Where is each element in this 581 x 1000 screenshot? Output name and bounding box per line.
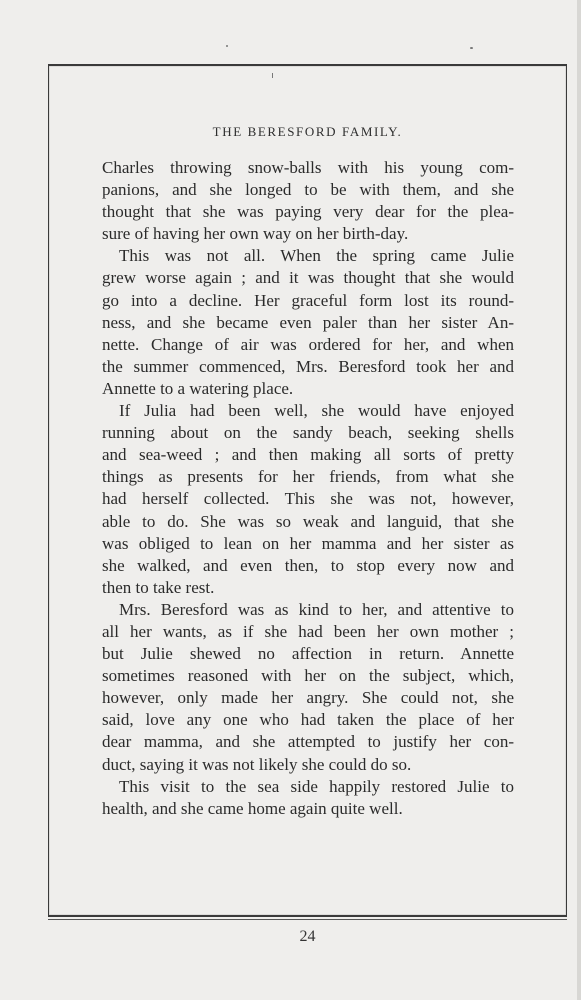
text-line: health, and she came home again quite well. bbox=[102, 798, 403, 818]
text-line: however, only made her angry. She could not, she bbox=[102, 688, 514, 708]
text-line: all her wants, as if she had been her own mother ; bbox=[102, 621, 514, 641]
text-line: had herself collected. This she was not, however, bbox=[102, 489, 514, 509]
text-line: duct, saying it was not likely she could do so. bbox=[102, 754, 412, 774]
text-line: sure of having her own way on her birth-day. bbox=[102, 224, 409, 244]
text-line: Annette to a watering place. bbox=[102, 378, 294, 398]
text-line: sometimes reasoned with her on the subject, which, bbox=[102, 666, 514, 686]
text-line: said, love any one who had taken the place of her bbox=[102, 710, 514, 730]
text-line: and sea-weed ; and then making all sorts of pretty bbox=[102, 445, 514, 465]
text-line: then to take rest. bbox=[102, 577, 215, 597]
text-line: If Julia had been well, she would have enjoyed bbox=[119, 401, 514, 421]
print-speck bbox=[226, 45, 228, 47]
text-line: thought that she was paying very dear for the plea- bbox=[102, 202, 514, 222]
text-line: This visit to the sea side happily restored Julie to bbox=[119, 776, 514, 796]
text-line: was obliged to lean on her mamma and her sister as bbox=[102, 533, 514, 553]
text-line: panions, and she longed to be with them, and she bbox=[102, 180, 514, 200]
text-line: things as presents for her friends, from what she bbox=[102, 467, 514, 487]
text-line: This was not all. When the spring came Julie bbox=[119, 246, 514, 266]
text-line: go into a decline. Her graceful form lost its round- bbox=[102, 290, 514, 310]
text-line: ness, and she became even paler than her sister An- bbox=[102, 312, 514, 332]
text-line: running about on the sandy beach, seeking shells bbox=[102, 423, 514, 443]
running-header: THE BERESFORD FAMILY. bbox=[212, 124, 403, 139]
text-line: Charles throwing snow-balls with his young com- bbox=[102, 158, 514, 177]
text-line: she walked, and even then, to stop every now and bbox=[102, 555, 514, 575]
text-line: the summer commenced, Mrs. Beresford took her and bbox=[102, 356, 514, 376]
text-line: dear mamma, and she attempted to justify her con- bbox=[102, 732, 514, 752]
page-border-rule bbox=[48, 919, 567, 920]
text-line: grew worse again ; and it was thought that she would bbox=[102, 268, 514, 288]
page-edge-shadow bbox=[577, 0, 581, 1000]
text-line: able to do. She was so weak and languid, that she bbox=[102, 511, 514, 531]
text-line: but Julie shewed no affection in return. Annette bbox=[102, 644, 514, 664]
text-line: nette. Change of air was ordered for her, and when bbox=[102, 334, 514, 354]
print-speck bbox=[470, 47, 473, 49]
body-text bbox=[102, 157, 514, 820]
page-number: 24 bbox=[299, 928, 316, 945]
text-line: Mrs. Beresford was as kind to her, and attentive to bbox=[119, 599, 514, 619]
